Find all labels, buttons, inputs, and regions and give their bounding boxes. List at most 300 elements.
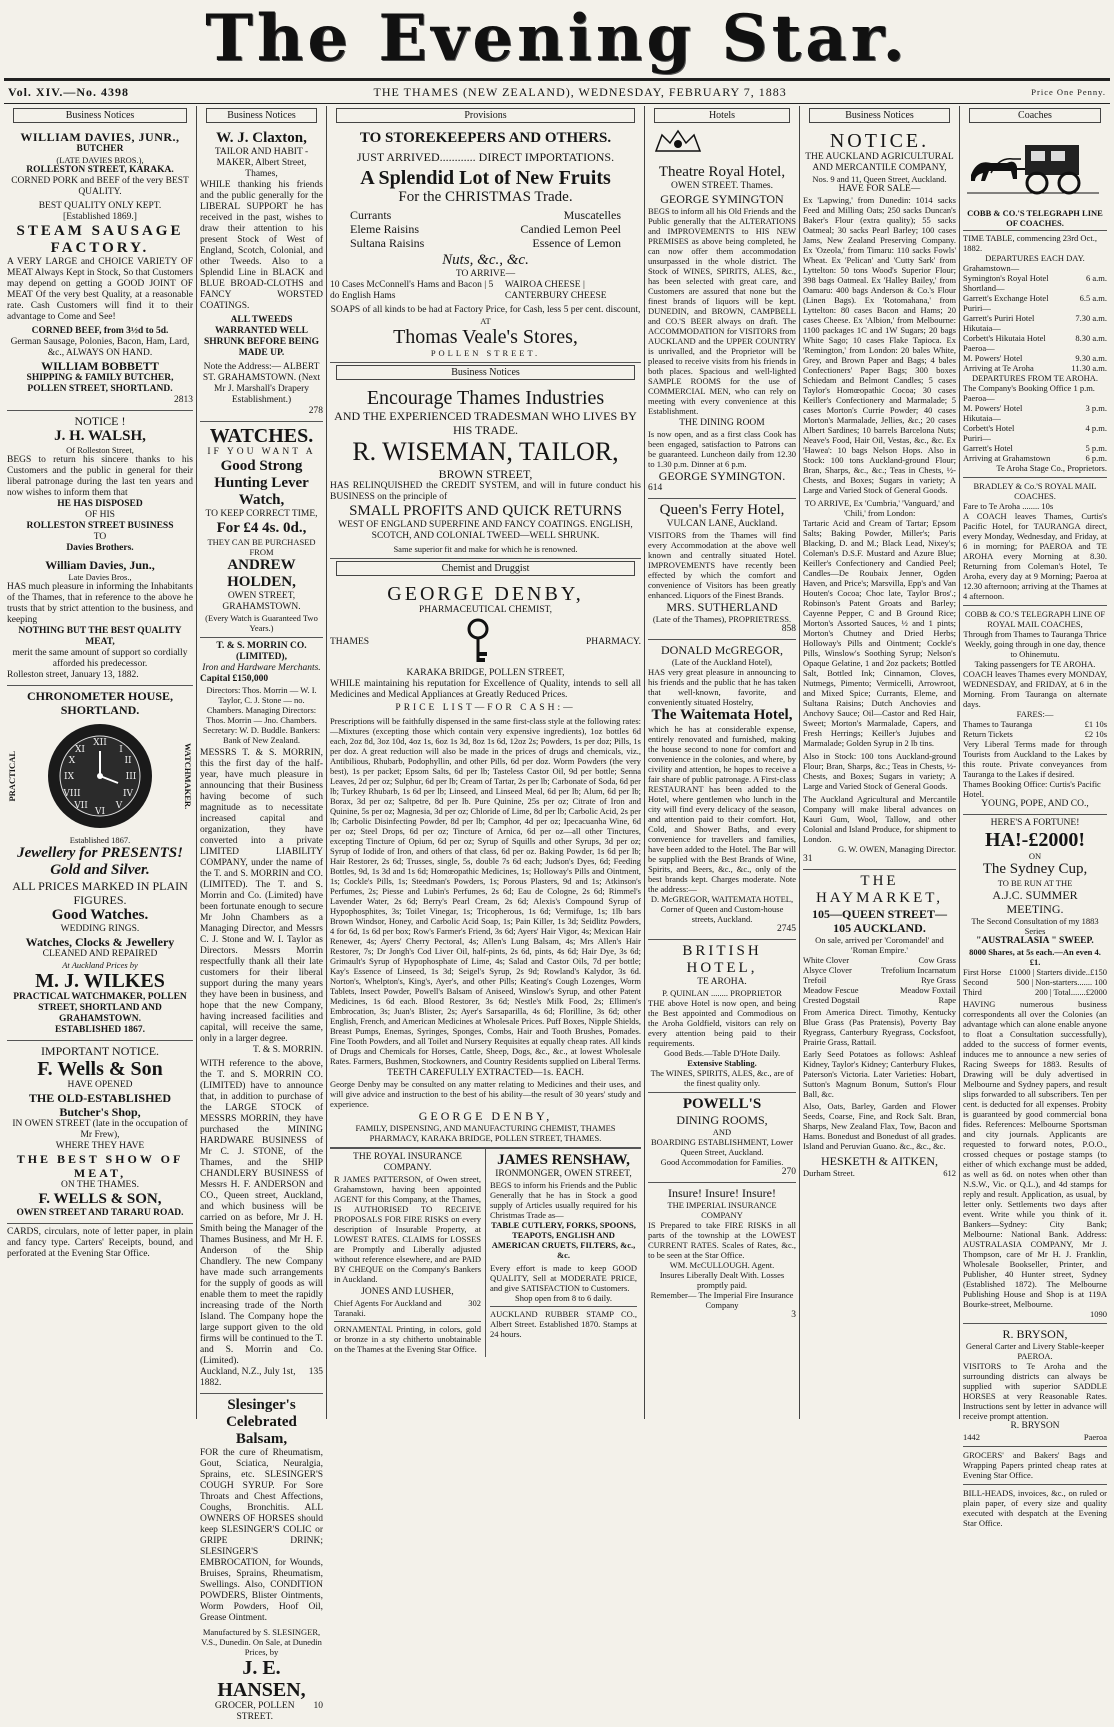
ad-text: which he has at considerable expense, entirely renovated and furnished, making the house second to none for comfort and convenience in the colonies, and where, by civility and attention, he hopes to receive a fair share of public patronage. A First-class RESTAURANT has been added to the Hotel, where gentlemen who lunch in the city will find every delicacy of the season, and attention paid to their comfort. Hot, Cold, and Shower Baths, and every convenience for travellers and families, have been added to the Hotel. The Bar will be supplied with the Best Brands of Wine, Spirits, and Beers, &c., &c., only of the best brands kept. Charges moderate. Note the address:—: [648, 724, 796, 894]
side-text: PRACTICAL: [7, 750, 17, 802]
fruit-row-value: Essence of Lemon: [532, 236, 621, 250]
ad-text: IN OWEN STREET (late in the occupation of Mr Frew),: [12, 1119, 188, 1140]
ad-number: 2745: [777, 924, 796, 934]
ad-sign: G. W. OWEN, Managing Director.: [837, 844, 956, 854]
column-header: Business Notices: [13, 108, 187, 123]
ad-title: POWELL'S: [682, 1096, 762, 1112]
ad-note: [Established 1869.]: [63, 212, 137, 222]
ad-text: The Auckland Agricultural and Mercantile Company will make liberal advances on Kauri Gum, Wool, Tallow, and other Colonial and Island Produce, for shipment to London.: [803, 794, 956, 844]
fare-row-value: £2 10s: [1084, 729, 1107, 739]
ad-sign: Te Aroha Stage Co., Proprietors.: [996, 463, 1107, 473]
ad-note: ESTABLISHED 1867.: [54, 1025, 146, 1035]
seed-row: [803, 955, 956, 965]
column-4: [644, 106, 799, 1419]
timetable-row: [963, 423, 1107, 433]
ad-text: Good Watches.: [51, 907, 149, 923]
timetable-row: [963, 343, 1107, 353]
ad-powells-dining: [648, 1093, 796, 1183]
ad-renshaw-ironmonger: [485, 1149, 641, 1357]
ad-text: TO BE RUN AT THE: [997, 878, 1073, 888]
ad-text: ROLLESTON STREET BUSINESS: [26, 521, 174, 531]
ad-text: Capital £150,000: [200, 674, 269, 684]
fare-row-label: Return Tickets: [963, 729, 1013, 739]
ad-title: William Davies, Jun.,: [45, 558, 155, 572]
ad-subheading: HAVE FOR SALE—: [838, 184, 921, 194]
ad-sign: D. McGREGOR, WAITEMATA HOTEL, Corner of Queen and Custom-house streets, Auckland.: [650, 894, 794, 924]
ad-queens-ferry-hotel: [648, 499, 796, 640]
ad-text: NOTHING BUT THE BEST QUALITY MEAT,: [18, 626, 182, 647]
ad-heading: Encourage Thames Industries: [366, 387, 605, 409]
ad-text: merit the same amount of support so cordially afforded his predecessor.: [12, 648, 188, 669]
ad-text: FOR the cure of Rheumatism, Gout, Sciatica, Neuralgia, Sprains, etc. SLESINGER'S COUGH SYRUP. For Sore Throats and Chest Affections, Coughs, Bronchitis. ALL OWNERS OF HORSES should keep SLESINGER'S COLIC or GRIPE DRINK; SLESINGER'S EMBROCATION, for Wounds, Bruises, Sprains, Rheumatism, Swellings. Also, CONDITION POWDERS, Blister Ointments, Worm Powders, Hoof Oil, Grease Ointment.: [200, 1448, 323, 1623]
ad-morrin-company: [200, 638, 323, 1394]
ad-heading: HERE'S A FORTUNE!: [990, 818, 1080, 828]
ad-heading: WILLIAM BOBBETT: [41, 359, 159, 373]
ad-text: Gold and Silver.: [50, 862, 150, 878]
seed-row: [803, 985, 956, 995]
ad-number: 270: [781, 1167, 796, 1177]
prize-list: [963, 967, 1107, 997]
ad-billheads: [963, 1485, 1107, 1532]
ad-text: Also in Stock: 100 tons Auckland-ground Flour; Bran, Sharps, &c.; Teas in Chests, ½-Chests, and Boxes; Sugars in variety; A Large and Varied Stock of General Goods.: [803, 751, 956, 791]
ad-text: From America Direct. Timothy, Kentucky Blue Grass (Pas Pratensis), Poverty Bay Ryegrass, Canterbury Ryegrass, Cocksfoot, Prairie Grass, Rattail.: [803, 1007, 956, 1047]
timetable-row: [963, 453, 1107, 463]
ad-heading: Insure! Insure! Insure!: [668, 1186, 776, 1200]
ad-address: BROWN STREET,: [438, 467, 533, 481]
ad-text: SMALL PROFITS AND QUICK RETURNS: [349, 503, 622, 519]
ad-sydney-cup-sweep: [963, 815, 1107, 1324]
ad-heading: CHRONOMETER HOUSE, SHORTLAND.: [26, 689, 173, 717]
ad-sign: T. & S. MORRIN.: [252, 1045, 323, 1055]
timetable-row-value: 4 p.m.: [1085, 423, 1107, 433]
ad-title: A Splendid Lot of New Fruits: [360, 167, 611, 189]
ad-text: CARDS, circulars, note of letter paper, in plain and fancy type. Carters' Receipts, bound, and perforated at the Evening Star Office.: [7, 1227, 193, 1259]
ad-title: J. H. WALSH,: [54, 428, 146, 444]
ad-heading: NOTICE.: [829, 130, 930, 152]
fruit-row-value: Candied Lemon Peel: [520, 222, 621, 236]
ad-text: OF HIS: [85, 510, 115, 520]
ad-cobb-royal-mail: [963, 606, 1107, 815]
ad-bryson-livery: [963, 1324, 1107, 1447]
ad-text: Is now open, and as a first class Cook has been engaged, satisfaction to Patrons can be guaranteed. Luncheon daily from 12.30 to 1.30 p.m. Dinner at 6 p.m.: [648, 429, 796, 469]
ad-text: WHERE THEY HAVE: [55, 1141, 145, 1151]
ad-text: Watches, Clocks & Jewellery: [25, 935, 175, 949]
ad-text: SOAPS of all kinds to be had at Factory Price, for Cash, less 5 per cent. discount,: [330, 305, 641, 315]
ad-text: COACH leaves Thames every MONDAY, WEDNESDAY, and FRIDAY, at 6 in the Morning. From Tauranga on alternate days.: [963, 669, 1107, 709]
timetable-row: [963, 293, 1107, 303]
ad-cards: [7, 1224, 193, 1264]
seed-row-label: Crested Dogstail: [803, 995, 860, 1005]
ad-title: F. Wells & Son: [37, 1058, 163, 1080]
ad-text: HAS much pleasure in informing the Inhabitants of the Thames, that in reference to the above he trusts that by strict attention to the business, and keeping: [7, 582, 193, 625]
ad-text: HAVING numerous business correspondents all over the Colonies (an advantage which can alone enable anyone to float a Consultation successfully), added to the success of former events, induces me to announce a new series of Racing Sweeps for 1883. Results of Drawing will be duly advertised in Melbourne and Sydney papers, and result slips forwarded to all subscribers. Ten per cent. is deducted for all expenses. Probity is guaranteed by good commercial bona fides. References: Melbourne Sportsman and city journals. Applicants are requested to forward notes, P.O.O., crossed cheques or postage stamps (to either of which exchange must be added, as well as 6d. on notes when other than N.S.W., Vic. or Q.L.), and 4d stamps for reply and result. Application, as usual, by letter only. Settlements two days after event. Write while you think of it. Bankers—Sydney: City Bank; Melbourne: National Bank. Address: AUSTRALASIA COMPANY, Mr J. Thompson, care of Mr H. J. Franklin, Wholesale Bookseller, Printer, and Publisher, 40 Hunter street, Sydney (Established 1872). The Melbourne Publishing House and Shop is at 119A Bourke-street, Melbourne.: [963, 999, 1107, 1309]
price: Price One Penny.: [1031, 87, 1106, 97]
ad-text: Through from Thames to Tauranga Thrice Weekly, going through in one day, thence to Ohinemutu.: [963, 629, 1107, 659]
ad-address: OWEN STREET. Thames.: [670, 181, 774, 191]
ad-text: AT: [480, 316, 491, 326]
ad-number: 10: [313, 1701, 323, 1711]
ad-text: AND: [712, 1127, 732, 1137]
column-header: Business Notices: [809, 108, 950, 123]
ad-text: Same superior fit and make for which he is renowned.: [393, 544, 578, 554]
ad-text: Note the Address:— ALBERT ST. GRAHAMSTOWN. (Next Mr J. Marshall's Drapery Establishment.): [202, 362, 321, 405]
ad-text: CORNED BEEF, from 3½d to 5d.: [31, 326, 169, 336]
ad-number: 135: [308, 1367, 323, 1377]
ad-text: At Auckland Prices by: [62, 960, 138, 970]
ad-title: THE IMPERIAL INSURANCE COMPANY: [667, 1200, 777, 1220]
seed-row-value: Rape: [938, 995, 956, 1005]
column-header: Business Notices: [206, 108, 317, 123]
timetable-row: [963, 323, 1107, 333]
place-date: THE THAMES (NEW ZEALAND), WEDNESDAY, FEBRUARY 7, 1883: [373, 84, 787, 99]
ad-text: The Second Consultation of my 1883 Series: [971, 916, 1099, 936]
ad-title: The Waitemata Hotel,: [651, 707, 793, 723]
ad-text: CORNED PORK and BEEF of the very BEST QUALITY.: [11, 176, 189, 197]
timetable-row: [963, 313, 1107, 323]
seed-row-value: Rye Grass: [921, 975, 956, 985]
timetable-row-label: Grahamstown—: [963, 263, 1020, 273]
ad-text: Early Seed Potatoes as follows: Ashleaf Kidney, Taylor's Kidney; Canterbury Flukes, Paterson's Victoria. Later Varieties: Hobart, Sutton's Magnum Bonum, Sutton's Flour Ball, &c.: [803, 1049, 956, 1099]
column-1: [4, 106, 196, 1419]
ad-title: WILLIAM DAVIES, JUNR.,: [20, 130, 180, 144]
ad-text: 8000 Shares, at 5s each.—An even 4. £1.: [969, 947, 1101, 967]
seed-row: [803, 995, 956, 1005]
arrive-right: WAIROA CHEESE | CANTERBURY CHEESE: [504, 280, 607, 301]
clock-icon: [45, 721, 155, 831]
timetable-row-label: Puriri—: [963, 303, 991, 313]
ad-title: BRITISH HOTEL,: [682, 943, 762, 976]
svg-text:I: I: [119, 745, 123, 755]
ad-text: WHILE thanking his friends and the public generally for the LIBERAL SUPPORT he has received in the past, wishes to draw their attention to his present Stock of West of England, Scotch, Colonial, and other Tweeds. Also to a Splendid Line in BLACK and BLUE BROAD-CLOTHS and FANCY WORSTED COATINGS.: [200, 180, 323, 311]
timetable-row: [963, 393, 1107, 403]
ad-auckland-agricultural: [803, 127, 956, 870]
ad-text: IS Prepared to take FIRE RISKS in all parts of the township at the LOWEST CURRENT RATES. Scales of Rates, &c., to be seen at the Star Office.: [648, 1220, 796, 1260]
column-2: [196, 106, 326, 1722]
seed-row-value: Meadow Foxtail: [900, 985, 956, 995]
ad-number: 31: [803, 854, 813, 864]
ad-title: A.J.C. SUMMER MEETING.: [992, 888, 1078, 916]
ad-title: HA!-£2000!: [985, 829, 1085, 851]
ad-subheading: THE DINING ROOM: [679, 418, 765, 428]
ad-text: THE above Hotel is now open, and being the Best appointed and Commodious on the Aroha Goldfield, visitors can rely on every attention being paid to their requirements.: [648, 998, 796, 1048]
ad-text: ALL PRICES MARKED IN PLAIN FIGURES.: [12, 879, 188, 907]
ad-note: (LATE DAVIES BROS.),: [56, 155, 144, 165]
timetable-row-value: 6.5 a.m.: [1079, 293, 1107, 303]
ad-heading: WATCHES.: [209, 425, 314, 447]
ad-text: WEST OF ENGLAND SUPERFINE AND FANCY COATINGS. ENGLISH, SCOTCH, AND COLONIAL TWEED—WELL SHRUNK.: [338, 520, 633, 541]
ad-text: WEDDING RINGS.: [60, 924, 140, 934]
timetable-row-label: Arriving at Te Aroha: [963, 363, 1034, 373]
ad-title: The Sydney Cup,: [982, 861, 1088, 877]
timetable-row: [963, 283, 1107, 293]
timetable-row-label: Symington's Royal Hotel: [963, 273, 1049, 283]
seed-list: [803, 955, 956, 1005]
ad-text: BEGS to return his sincere thanks to his Customers and the public in general for their liberal patronage during the last ten years and now wishes to inform them that: [7, 455, 193, 498]
arrive-left: 10 Cases McConnell's Hams and Bacon | 5 do English Hams: [330, 280, 494, 301]
ad-subtitle: TAILOR AND HABIT - MAKER, Albert Street, Thames,: [214, 147, 309, 179]
ad-text: PRACTICAL WATCHMAKER, POLLEN STREET, SHORTLAND AND GRAHAMSTOWN.: [13, 992, 187, 1024]
ad-text: AUCKLAND RUBBER STAMP CO., Albert Street. Established 1870. Stamps at 24 hours.: [490, 1306, 637, 1339]
ad-wells-butcher: [7, 1041, 193, 1224]
svg-text:VIII: VIII: [63, 789, 81, 799]
timetable-row-value: 5 p.m.: [1085, 443, 1107, 453]
ad-text: VISITORS from the Thames will find every Accommodation at the above well known and centrally situated Hotel. IMPROVEMENTS have recently been effected by which the comfort and convenience of Visitors has been greatly enhanced. Liquors of the Finest Brands.: [648, 530, 796, 600]
prize-row-label: First Horse: [963, 967, 1002, 977]
ad-title: Slesinger's Celebrated Balsam,: [226, 1397, 297, 1447]
ad-title: "AUSTRALASIA " SWEEP.: [976, 936, 1094, 946]
svg-text:XI: XI: [75, 745, 85, 755]
timetable-row: [963, 413, 1107, 423]
ad-text: George Denby may be consulted on any matter relating to Medicines and their uses, and will give advice and instruction to the best of his ability—the result of 30 years' study and experience.: [330, 1079, 641, 1109]
ad-text: Davies Brothers.: [66, 543, 134, 553]
ad-claxton-tailor: [200, 127, 323, 422]
ad-text: R JAMES PATTERSON, of Owen street, Grahamstown, having been appointed AGENT for this Company, at the Thames, IS AUTHORISED TO RECEIVE PROPOSALS FOR FIRE RISKS on every description of Insurable Property, at LOWEST RATES. CLAIMS for LOSSES are Promptly and Liberally adjusted without reference elsewhere, and are PAID BY CHEQUE on the Company's Bankers in Auckland.: [334, 1174, 481, 1284]
ad-text: MESSRS T. & S. MORRIN, this the first day of the half-year, have much pleasure in announcing that their Business having become of such magnitude as to necessitate increased capital and organization, they have converted into a private LIMITED LIABILITY COMPANY, under the name of the T. and S. MORRIN and CO. (LIMITED). The T. and S. Morrin and Co. (Limited) have been fortunate enough to secure Mr John Chambers as a Managing Director, and Messrs C. J. Stone and W. I. Taylor as Directors. Messrs Morrin respectfully thank all their late customers for their liberal support during the many years they have been in business, and hope that the new Company, having increased facilities and capital, will receive the same, only in a larger degree.: [200, 748, 323, 1044]
ad-subtitle: For the CHRISTMAS Trade.: [398, 189, 573, 205]
ad-address: Nos. 9 and 11, Queen Street, Auckland.: [812, 174, 947, 184]
dateline-rule: [4, 103, 1110, 104]
ad-title: W. J. Claxton,: [216, 130, 307, 146]
ad-subtitle: General Carter and Livery Stable-keeper PAEROA.: [965, 1341, 1105, 1361]
ad-title: MRS. SUTHERLAND: [666, 600, 778, 614]
ad-number: 278: [308, 406, 323, 416]
column-3: [326, 106, 644, 1419]
ad-number: 612: [943, 1168, 956, 1178]
ad-note: Established 1867.: [69, 835, 131, 845]
key-icon: [443, 618, 513, 666]
fruit-row: [350, 222, 621, 236]
ad-subheading: FARES:—: [1016, 709, 1054, 719]
timetable-row-label: Paeroa—: [963, 343, 995, 353]
ad-title: M. J. WILKES: [35, 970, 165, 992]
timetable-row-label: Shortland—: [963, 283, 1005, 293]
fruit-row: [350, 208, 621, 222]
ad-title: THE ROYAL INSURANCE COMPANY.: [353, 1152, 462, 1173]
svg-text:II: II: [124, 756, 132, 766]
ad-holden-watches: [200, 422, 323, 638]
fare-row-label: Thames to Tauranga: [963, 719, 1033, 729]
ad-walsh-notice: [7, 411, 193, 686]
volume-number: Vol. XIV.—No. 4398: [8, 84, 130, 99]
timetable-row-value: 9.30 a.m.: [1075, 353, 1107, 363]
seed-row-label: Meadow Fescue: [803, 985, 859, 995]
ad-note: Late Davies Bros.,: [68, 572, 132, 582]
ad-text: Nuts, &c., &c.: [442, 252, 529, 268]
timetable-row: [963, 443, 1107, 453]
ad-text: HAVE OPENED: [67, 1080, 133, 1090]
ad-text: Manufactured by S. SLESINGER, V.S., Dunedin. On Sale, at Dunedin Prices, by: [201, 1627, 322, 1657]
columns: [4, 106, 1110, 1722]
ad-address: TE AROHA.: [697, 977, 747, 987]
ad-text: Good Beds.—Table D'Hote Daily.: [663, 1048, 781, 1058]
ad-text: Chief Agents For Auckland and Taranaki.: [334, 1298, 442, 1318]
ad-text: Remember— The Imperial Fire Insurance Company: [650, 1290, 794, 1310]
seed-row: [803, 965, 956, 975]
fruit-list: [330, 206, 641, 252]
ad-title: GEORGE DENBY,: [387, 583, 584, 605]
ad-text: TABLE CUTLERY, FORKS, SPOONS, TEAPOTS, ENGLISH AND AMERICAN CRUETS, FILTERS, &c., &c.: [491, 1220, 636, 1260]
ad-date: Rolleston street, January 13, 1882.: [7, 670, 139, 680]
timetable-row-label: M. Powers' Hotel: [963, 353, 1023, 363]
ad-sign: WM. McCULLOUGH. Agent.: [669, 1260, 775, 1270]
ad-veale-stores: [330, 127, 641, 363]
ad-address: ROLLESTON STREET, KARAKA.: [26, 165, 174, 175]
ad-number: 302: [468, 1298, 481, 1308]
masthead: [4, 0, 1110, 78]
ad-royal-insurance: [330, 1149, 485, 1357]
ad-number: 2813: [174, 395, 193, 405]
prize-row-value: 200 | Total.......£2000: [1034, 987, 1107, 997]
ad-number: 1442: [963, 1432, 980, 1442]
ad-number: 614: [648, 483, 663, 493]
ad-subheading: TO ARRIVE, Ex 'Cumbria,' 'Vanguard,' and 'Chili,' from London:: [804, 498, 955, 518]
ad-title: COBB & CO.'S TELEGRAPH LINE OF ROYAL MAIL COACHES,: [964, 609, 1106, 629]
column-5: [799, 106, 959, 1419]
ad-title: GEORGE DENBY,: [418, 1109, 553, 1123]
ad-title: Thomas Veale's Stores,: [393, 326, 578, 348]
prize-row-value: £1000 | Starters divide..£150: [1009, 967, 1107, 977]
ad-address: KARAKA BRIDGE, POLLEN STREET,: [406, 668, 565, 678]
ad-text: WITH reference to the above, the T. and S. MORRIN CO. (LIMITED) have to announce that, in addition to purchase of the LARGE STOCK of MESSRS MORRIN, they have purchased the MINING HARDWARE BUSINESS of Mr C. J. STONE, of the Thames, and the SHIP CHANDLERY BUSINESS of Messrs H. F. ANDERSON and CO., Queen street, Auckland, and which business will be carried on as before, Mr J. H. Smith being the Manager of the Thames Business, and Mr H. F. Anderson of the Ship Chandlery. The new Company have made such arrangements for the supply of goods as will enable them to meet the rapidly increasing trade of the North Island. The Company hope the large support given to the old firms will be continued to the T. and S. Morrin and Co. (Limited).: [200, 1059, 323, 1366]
ad-title: R. WISEMAN, TAILOR,: [352, 437, 619, 466]
ad-title: GEORGE SYMINGTON: [660, 192, 784, 206]
ad-heading: IMPORTANT NOTICE.: [40, 1044, 160, 1058]
ad-text: OWEN STREET AND TARARU ROAD.: [16, 1208, 184, 1218]
ad-subheading: DEPARTURES FROM TE AROHA.: [971, 373, 1099, 383]
ad-text: TIME TABLE, commencing 23rd Oct., 1882.: [963, 230, 1107, 253]
timetable-row-label: Garrett's Puriri Hotel: [963, 313, 1035, 323]
prize-row: [963, 967, 1107, 977]
seed-row: [803, 975, 956, 985]
ad-text: TO ARRIVE—: [455, 269, 516, 279]
svg-text:III: III: [125, 772, 137, 782]
timetable-row: [963, 303, 1107, 313]
ad-text: Fare to Te Aroha ........ 10s: [963, 501, 1054, 511]
timetable-row-label: Puriri—: [963, 433, 991, 443]
ad-title: ANDREW HOLDEN,: [227, 557, 296, 590]
timetable-row-label: Garrett's Hotel: [963, 443, 1013, 453]
ad-text: HAS very great pleasure in announcing to his friends and the public that he has taken that well-known, favorite, and conveniently situated Hostelry,: [648, 667, 796, 707]
ad-text: A VERY LARGE and CHOICE VARIETY OF MEAT Always Kept in Stock, So that Customers may depend on getting a GOOD JOINT OF MEAT Of the very best Quality, at a reasonable rate. Cash Customers will find it to their advantage to Come and See!: [7, 257, 193, 322]
ad-haymarket: [803, 870, 956, 1182]
seed-row-label: Trefoil: [803, 975, 827, 985]
column-header: Coaches: [969, 108, 1101, 123]
ad-number: 858: [781, 624, 796, 634]
prize-row-label: Second: [963, 977, 989, 987]
timetable-row: [963, 363, 1107, 373]
timetable-row-label: Corbett's Hikutaia Hotel: [963, 333, 1046, 343]
ad-denby-chemist: [330, 580, 641, 1148]
fruit-row-label: Currants: [350, 208, 392, 222]
ad-text: P. QUINLAN ........ PROPRIETOR: [662, 988, 782, 998]
bottom-ads: [330, 1148, 641, 1357]
seed-row-value: Trefolium Incarnatum: [881, 965, 956, 975]
timetable-row-value: 8.30 a.m.: [1075, 333, 1107, 343]
ad-title: Theatre Royal Hotel,: [658, 164, 786, 180]
ad-text: BILL-HEADS, invoices, &c., on ruled or plain paper, of every size and quality executed with despatch at the Evening Star Office.: [963, 1488, 1107, 1528]
svg-text:XII: XII: [93, 738, 107, 748]
svg-text:X: X: [68, 756, 76, 766]
ad-text: Thames Booking Office: Curtis's Pacific Hotel.: [963, 779, 1101, 799]
timetable-list: [963, 263, 1107, 373]
fare-row-value: £1 10s: [1084, 719, 1107, 729]
ad-note: (Late of the Auckland Hotel),: [671, 657, 773, 667]
prize-row-value: 500 | Non-starters....... 100: [1016, 977, 1107, 987]
ad-text: On sale, arrived per 'Coromandel' and 'Roman Empire.': [815, 935, 944, 955]
timetable-row-label: Arriving at Grahamstown: [963, 453, 1051, 463]
ad-text: VISITORS to Te Aroha and the surrounding districts can always be supplied with superior SADDLE HORSES at very Reasonable Rates. Instructions sent by letter in advance will receive prompt attention.: [963, 1361, 1107, 1421]
timetable-row-value: 7.30 a.m.: [1075, 313, 1107, 323]
ad-text: THAMES: [330, 636, 370, 647]
timetable-row: [963, 353, 1107, 363]
ad-text: Also, Oats, Barley, Garden and Flower Seeds, Coarse, Fine, and Rock Salt. Bran, Sharps, New Zealand Flax, Tow, Bacon and Hams. Bonedust and Bonedust of all grades. Island and Peruvian Guano. &c., &c., &c.: [803, 1101, 956, 1151]
ad-heading: STEAM SAUSAGE FACTORY.: [16, 223, 184, 256]
ad-waitemata-hotel: [648, 640, 796, 940]
timetable-row: [963, 333, 1107, 343]
ad-text: TO KEEP CORRECT TIME,: [205, 509, 318, 519]
seed-row-value: Cow Grass: [918, 955, 956, 965]
ad-subheading: PRICE LIST—FOR CASH:—: [395, 703, 576, 713]
ad-text: Extensive Stabling.: [687, 1058, 757, 1068]
ad-imperial-insurance: [648, 1183, 796, 1325]
ad-title: T. & S. MORRIN CO. (LIMITED),: [216, 641, 307, 662]
ad-wiseman-tailor: [330, 384, 641, 559]
column-header: Provisions: [336, 108, 635, 123]
ad-title: THE HAYMARKET,: [815, 873, 944, 906]
svg-text:VII: VII: [74, 801, 88, 811]
column-header: Hotels: [654, 108, 790, 123]
column-6: [959, 106, 1110, 1528]
ad-text: TO: [93, 532, 107, 542]
ad-slesinger-balsam: [200, 1394, 323, 1727]
ad-text: OWEN STREET, GRAHAMSTOWN.: [222, 591, 301, 612]
seed-row-label: White Clover: [803, 955, 850, 965]
ad-subtitle: DINING ROOMS,: [676, 1113, 768, 1127]
svg-text:IV: IV: [122, 789, 134, 799]
ad-text: Directors: Thos. Morrin — W. I. Taylor, C. J. Stone — no. Chambers. Managing Directors: Thos. Morrin — Jno. Chambers. Secretary: W. D. Buddle. Bankers: Bank of New Zealand.: [202, 685, 321, 745]
seed-row-label: Alsyce Clover: [803, 965, 852, 975]
ad-address: VULCAN LANE, Auckland.: [666, 519, 778, 529]
fruit-row: [350, 236, 621, 250]
ad-text: Shop open from 8 to 6 daily.: [515, 1293, 612, 1303]
ad-title: F. WELLS & SON,: [38, 1191, 162, 1207]
svg-text:VI: VI: [94, 807, 106, 817]
timetable-row-label: M. Powers' Hotel: [963, 403, 1023, 413]
ad-text: HAS RELINQUISHED the CREDIT SYSTEM, and will in future conduct his BUSINESS on the principle of: [330, 481, 641, 502]
ad-text: JUST ARRIVED............ DIRECT IMPORTATIONS.: [356, 150, 615, 164]
timetable-row-label: Hikutaia—: [963, 413, 1001, 423]
ad-heading: NOTICE !: [74, 414, 126, 428]
ad-text: ALL TWEEDS WARRANTED WELL SHRUNK BEFORE BEING MADE UP.: [203, 315, 320, 358]
ad-text: Every effort is made to keep GOOD QUALITY, Sell at MODERATE PRICE, and give SATISFACTION to Customers.: [490, 1263, 637, 1293]
ad-note: (Every Watch is Guaranteed Two Years.): [205, 613, 318, 633]
ad-text: The Company's Booking Office 1 p.m.: [963, 383, 1095, 393]
ad-text: Prescriptions will be faithfully dispensed in the same first-class style at the following rates:—Mixtures (excepting those which contain very expensive ingredients), 1oz bottles 6d each, 2oz 8d, 3oz 10d, 4oz 1s, 6oz 1s 3d, 8oz 1s 6d, 12oz 2s; Powders, 1s per doz; Pills, 1s per doz. A great reduction will also be made in the prices of drugs and chemicals, viz., Antibilious, Rhubarb, Podophyllin, and other Pills, 6d per doz. Worm Powders (the very best), 1s per packet; Epsom Salts, 6d per lb; Tasteless Castor Oil, 9d per bottle; Senna Leaves, 2d per oz; Sulphur, 6d per lb; Cream of Tartar, 2s per lb; Carbonate of Soda, 6d per lb; Turkey Rhubarb, 1s 6d per lb; Linseed, and Linseed Meal, 6d per lb; Alum, 6d per lb; Borax, 3d per oz; Saltpetre, 8d per lb. Pure Quinine, 25s per oz; Citrate of Iron and Quinine, 5s per oz; Magnesia, 3d per oz; Chloride of Lime, 8d per lb; Carbolic Acid, 2s per lb; Carbolic Disinfecting Powder, 8d per lb; Camphor, 4d per oz; Ipecacuanha Wine, 6d per oz; Steel Drops, 6d per oz; Tincture of Arnica, 6d per oz—all other Tinctures, excepting Tincture of Opium, 6d per oz; Syrup of Squills and other Syrups, 3d per oz; Syrup of Iodide of Iron, and others of that class, 6d per oz. Baking Powder, 1s 6d per lb; Hair Restorer, 2s 6d; Trusses, single, 5s, double 7s 6d each; Judson's Dyes, 6d; Feeding Bottles, 9d, 1s 3d and 1s 6d; Homœopathic Medicines, 1s; Holloway's Pills and Ointment, 1s; Cockle's Pills, 1s; Steedman's Powders, 1s; Porous Plasters, 9d and 1s; Atkinson's Perfumes, 2s; Piesse and Lubin's Perfumes, 2s 6d; Eau de Cologne, 2s 6d; Rimmel's Lavender Water, 2s 6d; Berry's Pearl Cream, 2s 6d; Alexis's Compound Syrup of Hypophosphites, 3s; Toilet Vinegar, 1s; Tricopherous, 1s 6d; Vermifuge, 1s; 1lb bars Brown Windsor, Honey, and Carbolic Acid Soap, 1s; Pain Killer, 1s 3d; Seidlitz Powders, 4 for 6d, 1s 6d per box; Row's Farmer's Friend, 3s 6d; Ayers' Hair Vigor, 4s; Mexican Hair Renewer, 4s; Ayers' Cherry Pectoral, 4s; Allen's Lung Balsam, 4s; Mrs Allen's Hair Restorer, 7s; Dr Jongh's Cod Liver Oil, half-pints, 2s 6d, pints, 4s 6d; Hair Dye, 3s 6d; Grimault's Syrup of Hypophosphate of Lime, 4s; Salad and Castor Oils, 7d per bottle; Kay's Essence of Linseed, 1s 3d; Seigel's Syrup, 2s 9d; Rowland's Kalydor, 3s 6d. Norton's, Whelpton's, King's, Ayer's, and other Pills; Keating's Cough Lozenges, Worm Tablets, Insect Powder, Powell's Balsam of Aniseed, Winslow's Syrup, and other Patent Medicines, 1s 6d each. Blood Restorer, 3s 6d; Nestle's Milk Food, 2s; Ellimen's Embrocation, 3s; Juan's Blister, 2s; Ayer's Sarsaparilla, 4s 6d; Florilline, 3s 6d; other English, French, and American Medicines at Wholesale Prices. Puff Boxes, Nipple Shields, Breast Pumps, Enemas, Syringes, Sponges, Combs, Hair and Tooth Brushes, Pomades. Fine Tooth Powders, and all Toilet and Nursery Requisites at equally cheap rates. All kinds of Drugs and Chemicals for Horses, Cattle, Sheep, Dogs, &c., &c., at lowest Wholesale Rates. Farmers, Bushmen, Stockowners, and Country Residents supplied on Liberal Terms.: [330, 716, 641, 1066]
timetable-row-value: 3 p.m.: [1085, 403, 1107, 413]
timetable-row-label: Hikutaia—: [963, 323, 1001, 333]
ad-wilkes-watchmaker: [7, 686, 193, 1041]
timetable-row: [963, 403, 1107, 413]
ad-title: JONES AND LUSHER,: [361, 1287, 454, 1297]
fruit-row-value: Muscatelles: [563, 208, 621, 222]
ad-cobb-timetable: [963, 205, 1107, 478]
ad-text: BOARDING ESTABLISHMENT, Lower Queen Street, Auckland.: [651, 1137, 793, 1157]
fruit-row-label: Sultana Raisins: [350, 236, 425, 250]
ad-subheading: TEETH CAREFULLY EXTRACTED—1s. EACH.: [387, 1068, 584, 1078]
ad-subtitle: PHARMACEUTICAL CHEMIST,: [418, 605, 552, 615]
ad-title: R. BRYSON,: [1002, 1327, 1068, 1341]
ad-text: THEY CAN BE PURCHASED FROM: [207, 537, 316, 557]
